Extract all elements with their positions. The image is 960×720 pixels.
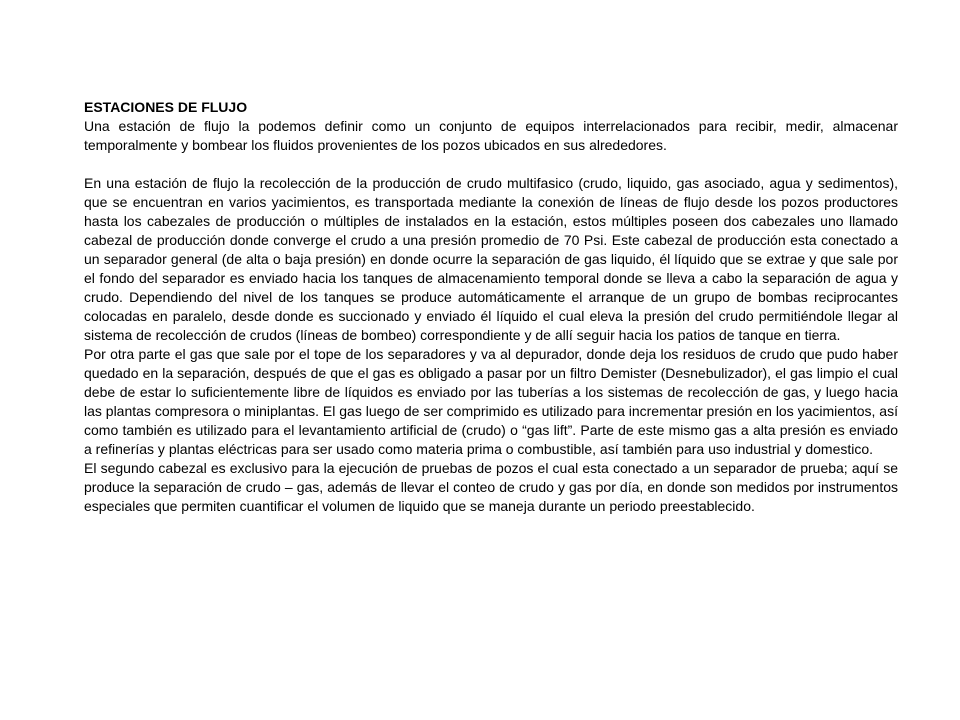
paragraph-test-manifold: El segundo cabezal es exclusivo para la ejecución de pruebas de pozos el cual esta conectado a un separador de prueba; aquí se produce la separación de crudo – gas, además de llevar el conteo de crudo y gas por día, en donde son medidos por instrumentos especiales que permiten cuantificar el volumen de liquido que se maneja durante un periodo preestablecido. — [84, 460, 898, 514]
paragraph-definition: Una estación de flujo la podemos definir como un conjunto de equipos interrelacionados para recibir, medir, almacenar temporalmente y bombear los fluidos provenientes de los pozos ubicados en sus alrededores. — [84, 118, 898, 153]
document-body — [84, 98, 898, 516]
paragraph-gas-handling: Por otra parte el gas que sale por el tope de los separadores y va al depurador, donde deja los residuos de crudo que pudo haber quedado en la separación, después de que el gas es obligado a pasar por un filtro Demister (Desnebulizador), el gas limpio el cual debe de estar lo suficientemente libre de líquidos es enviado por las tuberías a los sistemas de recolección de gas, y luego hacia las plantas compresora o miniplantas. El gas luego de ser comprimido es utilizado para incrementar presión en los yacimientos, así como también es utilizado para el levantamiento artificial de (crudo) o “gas lift”. Parte de este mismo gas a alta presión es enviado a refinerías y plantas eléctricas para ser usado como materia prima o combustible, así también para uso industrial y domestico. — [84, 346, 898, 457]
paragraph-production-collection: En una estación de flujo la recolección de la producción de crudo multifasico (crudo, liquido, gas asociado, agua y sedimentos), que se encuentran en varios yacimientos, es transportada mediante la conexión de líneas de flujo desde los pozos productores hasta los cabezales de producción o múltiples de instalados en la estación, estos múltiples poseen dos cabezales uno llamado cabezal de producción donde converge el crudo a una presión promedio de 70 Psi. Este cabezal de producción esta conectado a un separador general (de alta o baja presión) en donde ocurre la separación de gas liquido, él líquido que se extrae y que sale por el fondo del separador es enviado hacia los tanques de almacenamiento temporal donde se lleva a cabo la separación de agua y crudo. Dependiendo del nivel de los tanques se produce automáticamente el arranque de un grupo de bombas reciprocantes colocadas en paralelo, desde donde es succionado y enviado él líquido el cual eleva la presión del crudo permitiéndole llegar al sistema de recolección de crudos (líneas de bombeo) correspondiente y de allí seguir hacia los patios de tanque en tierra. — [84, 175, 898, 343]
document-title: ESTACIONES DE FLUJO — [84, 99, 248, 115]
